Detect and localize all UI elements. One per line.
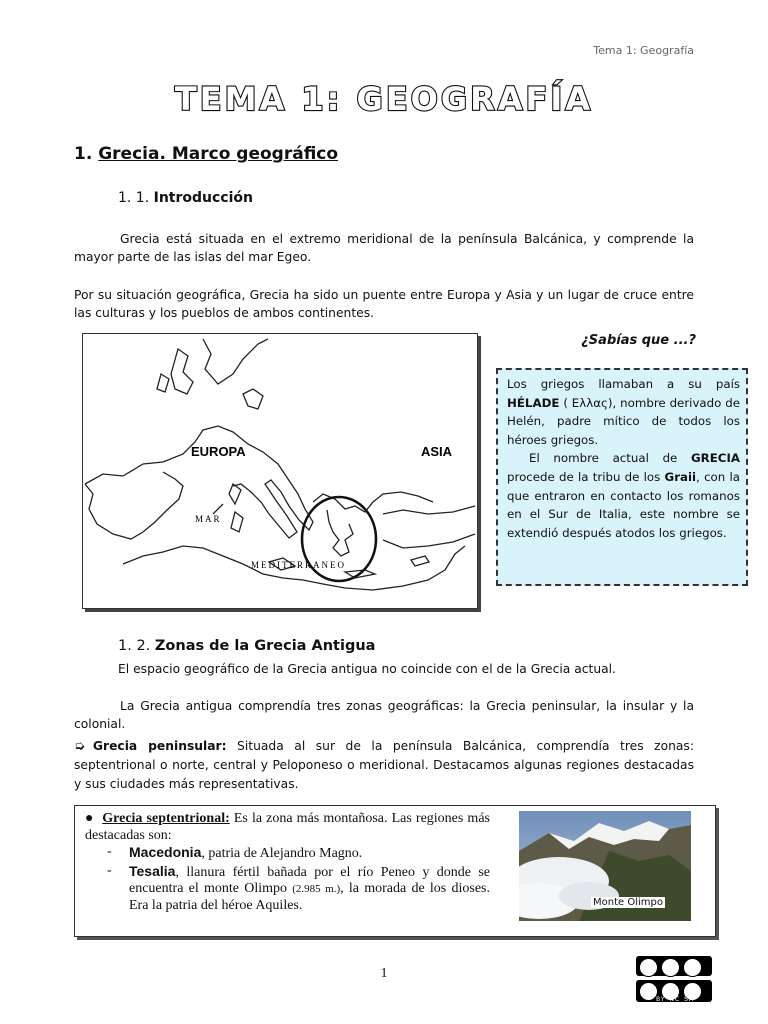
page-number: 1 xyxy=(380,966,388,981)
subsection-number: 1. 2. xyxy=(118,638,151,654)
arrow-bullet-icon: ➭ xyxy=(74,739,85,754)
peninsular-bullet: ➭ Grecia peninsular: Situada al sur de la península Balcánica, comprendía tres zonas: septentrional o norte, central y Peloponeso o meridional. Destacamos algunas regiones destacadas y sus ciudades más representativas. xyxy=(74,739,694,791)
subsection-heading-intro xyxy=(118,190,253,206)
did-you-know-paragraph-2: El nombre actual de GRECIA procede de la tribu de los Graii, con la que entraron en contacto los romanos en el Sur de Italia, este nombre se extendió después atodos los griegos. xyxy=(507,451,740,540)
section-heading xyxy=(74,144,338,164)
page-title: TEMA 1: GEOGRAFÍA xyxy=(174,80,594,118)
mediterranean-map xyxy=(82,333,478,609)
section-number: 1. xyxy=(74,144,93,164)
bullet-dot-icon: ● xyxy=(85,811,103,826)
graii-term: Graii xyxy=(664,469,697,484)
helade-term: HÉLADE xyxy=(507,395,560,410)
map-label-mar: MAR xyxy=(195,514,222,524)
regions-list xyxy=(85,844,490,914)
map-label-mediterraneo: MEDITERRANEO xyxy=(251,560,346,570)
septentrional-box xyxy=(74,805,716,937)
list-item: - Tesalia, llanura fértil bañada por el río Peneo y donde se encuentra el monte Olimpo (2.985 m.), la morada de los dioses. Era la patria del héroe Aquiles. xyxy=(107,863,490,915)
map-label-asia: ASIA xyxy=(421,444,453,459)
subsection-title: Zonas de la Grecia Antigua xyxy=(154,638,376,654)
cc-label: SA xyxy=(684,996,695,1003)
section-title: Grecia. Marco geográfico xyxy=(98,144,339,164)
running-header: Tema 1: Geografía xyxy=(593,44,694,57)
grecia-term: GRECIA xyxy=(690,451,740,466)
zonas-paragraph-1: El espacio geográfico de la Grecia antigua no coincide con el de la Grecia actual. xyxy=(118,662,616,676)
photo-caption: Monte Olimpo xyxy=(593,897,663,908)
cc-by-nc-sa-icon xyxy=(636,980,712,1002)
did-you-know-heading: ¿Sabías que ...? xyxy=(581,333,696,348)
zonas-paragraph-2: La Grecia antigua comprendía tres zonas geográficas: la Grecia peninsular, la insular y la colonial. xyxy=(74,699,694,731)
cc-label: NC xyxy=(669,996,681,1003)
cc-label: BY xyxy=(656,996,666,1003)
subsection-title: Introducción xyxy=(153,190,253,206)
did-you-know-paragraph-1: Los griegos llamaban a su país HÉLADE ( Ελλας), nombre derivado de Helén, padre mítico de todos los héroes griegos. xyxy=(507,377,740,447)
subsection-heading-zonas xyxy=(118,638,375,654)
map-drawing xyxy=(83,334,477,608)
intro-paragraph-1: Grecia está situada en el extremo meridional de la península Balcánica, y comprende la mayor parte de las islas del mar Egeo. xyxy=(74,232,694,264)
subsection-number: 1. 1. xyxy=(118,190,150,206)
mount-olympus-photo xyxy=(519,811,691,921)
map-label-europe: EUROPA xyxy=(191,444,246,459)
list-item: - Macedonia, patria de Alejandro Magno. xyxy=(107,844,490,863)
did-you-know-box xyxy=(496,368,748,586)
cc-license-icon xyxy=(636,956,712,976)
peninsular-label: Grecia peninsular: xyxy=(92,739,227,753)
septentrional-text: ● Grecia septentrional: Es la zona más montañosa. Las regiones más destacadas son: - Macedonia, patria de Alejandro Magno. - Tesalia, llanura fértil bañada por el río Peneo y donde se encuentra el monte Olimpo (2.985 m.), la morada de los dioses. Era la patria del héroe Aquiles. xyxy=(85,811,490,914)
intro-paragraph-2: Por su situación geográfica, Grecia ha sido un puente entre Europa y Asia y un lugar de cruce entre las culturas y los pueblos de ambos continentes. xyxy=(74,288,694,320)
septentrional-label: Grecia septentrional: xyxy=(102,811,230,826)
